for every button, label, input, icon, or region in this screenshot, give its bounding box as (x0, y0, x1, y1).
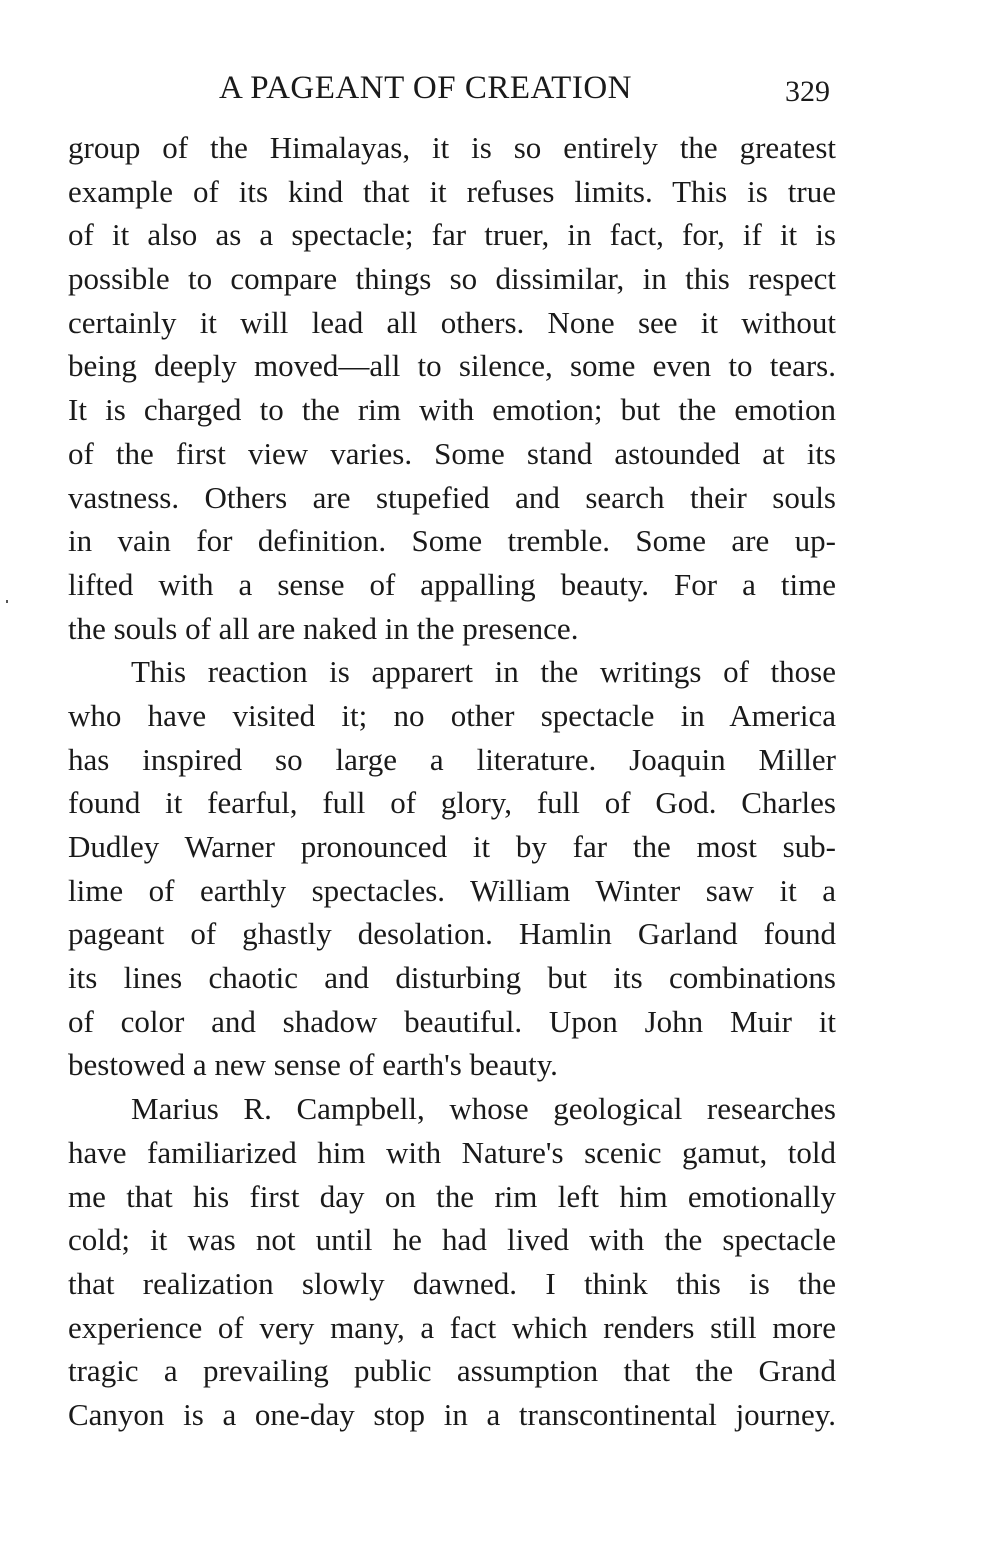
text-line: group of the Himalayas, it is so entirely the greatest (68, 130, 836, 165)
text-line: the souls of all are naked in the presence. (68, 610, 579, 646)
body-text (68, 126, 836, 1437)
text-line: have familiarized him with Nature's scenic gamut, told (68, 1134, 836, 1170)
running-head (0, 66, 1000, 116)
text-line: in vain for definition. Some tremble. Some are up- (68, 523, 836, 559)
text-line: tragic a prevailing public assumption that the Grand (68, 1353, 836, 1389)
text-line: vastness. Others are stupefied and search their souls (68, 479, 836, 515)
text-line: pageant of ghastly desolation. Hamlin Garland found (68, 916, 836, 952)
text-line: found it fearful, full of glory, full of God. Charles (68, 785, 836, 821)
text-line: who have visited it; no other spectacle in America (68, 697, 836, 733)
text-line: lifted with a sense of appalling beauty. For a time (68, 566, 836, 602)
text-line: has inspired so large a literature. Joaquin Miller (68, 741, 836, 777)
text-line: This reaction is apparert in the writings of those (131, 654, 836, 690)
text-line: Dudley Warner pronounced it by far the most sub- (68, 829, 836, 864)
margin-speck (6, 600, 8, 603)
text-line: experience of very many, a fact which renders still more (68, 1309, 836, 1345)
text-line: of it also as a spectacle; far truer, in fact, for, if it is (68, 217, 836, 253)
paragraph-1 (68, 126, 836, 650)
running-title: A PAGEANT OF CREATION (219, 70, 632, 106)
text-line: that realization slowly dawned. I think this is the (68, 1265, 836, 1301)
text-line: its lines chaotic and disturbing but its combinations (68, 960, 836, 996)
text-line: me that his first day on the rim left him emotionally (68, 1178, 836, 1214)
page-number: 329 (785, 75, 830, 108)
paragraph-2 (68, 650, 836, 1087)
text-line: possible to compare things so dissimilar, in this respect (68, 261, 836, 297)
text-line: lime of earthly spectacles. William Winter saw it a (68, 872, 836, 908)
text-line: Marius R. Campbell, whose geological researches (131, 1091, 836, 1127)
text-line: of color and shadow beautiful. Upon John Muir it (68, 1003, 836, 1039)
text-line: example of its kind that it refuses limits. This is true (68, 173, 836, 209)
text-line: cold; it was not until he had lived with the spectacle (68, 1222, 836, 1258)
text-line: It is charged to the rim with emotion; but the emotion (68, 392, 836, 428)
text-line: bestowed a new sense of earth's beauty. (68, 1047, 558, 1083)
paragraph-3 (68, 1087, 836, 1437)
text-line: of the first view varies. Some stand astounded at its (68, 435, 836, 471)
text-line: certainly it will lead all others. None see it without (68, 304, 836, 340)
text-line: being deeply moved—all to silence, some even to tears. (68, 348, 836, 384)
text-line: Canyon is a one-day stop in a transcontinental journey. (68, 1396, 836, 1432)
